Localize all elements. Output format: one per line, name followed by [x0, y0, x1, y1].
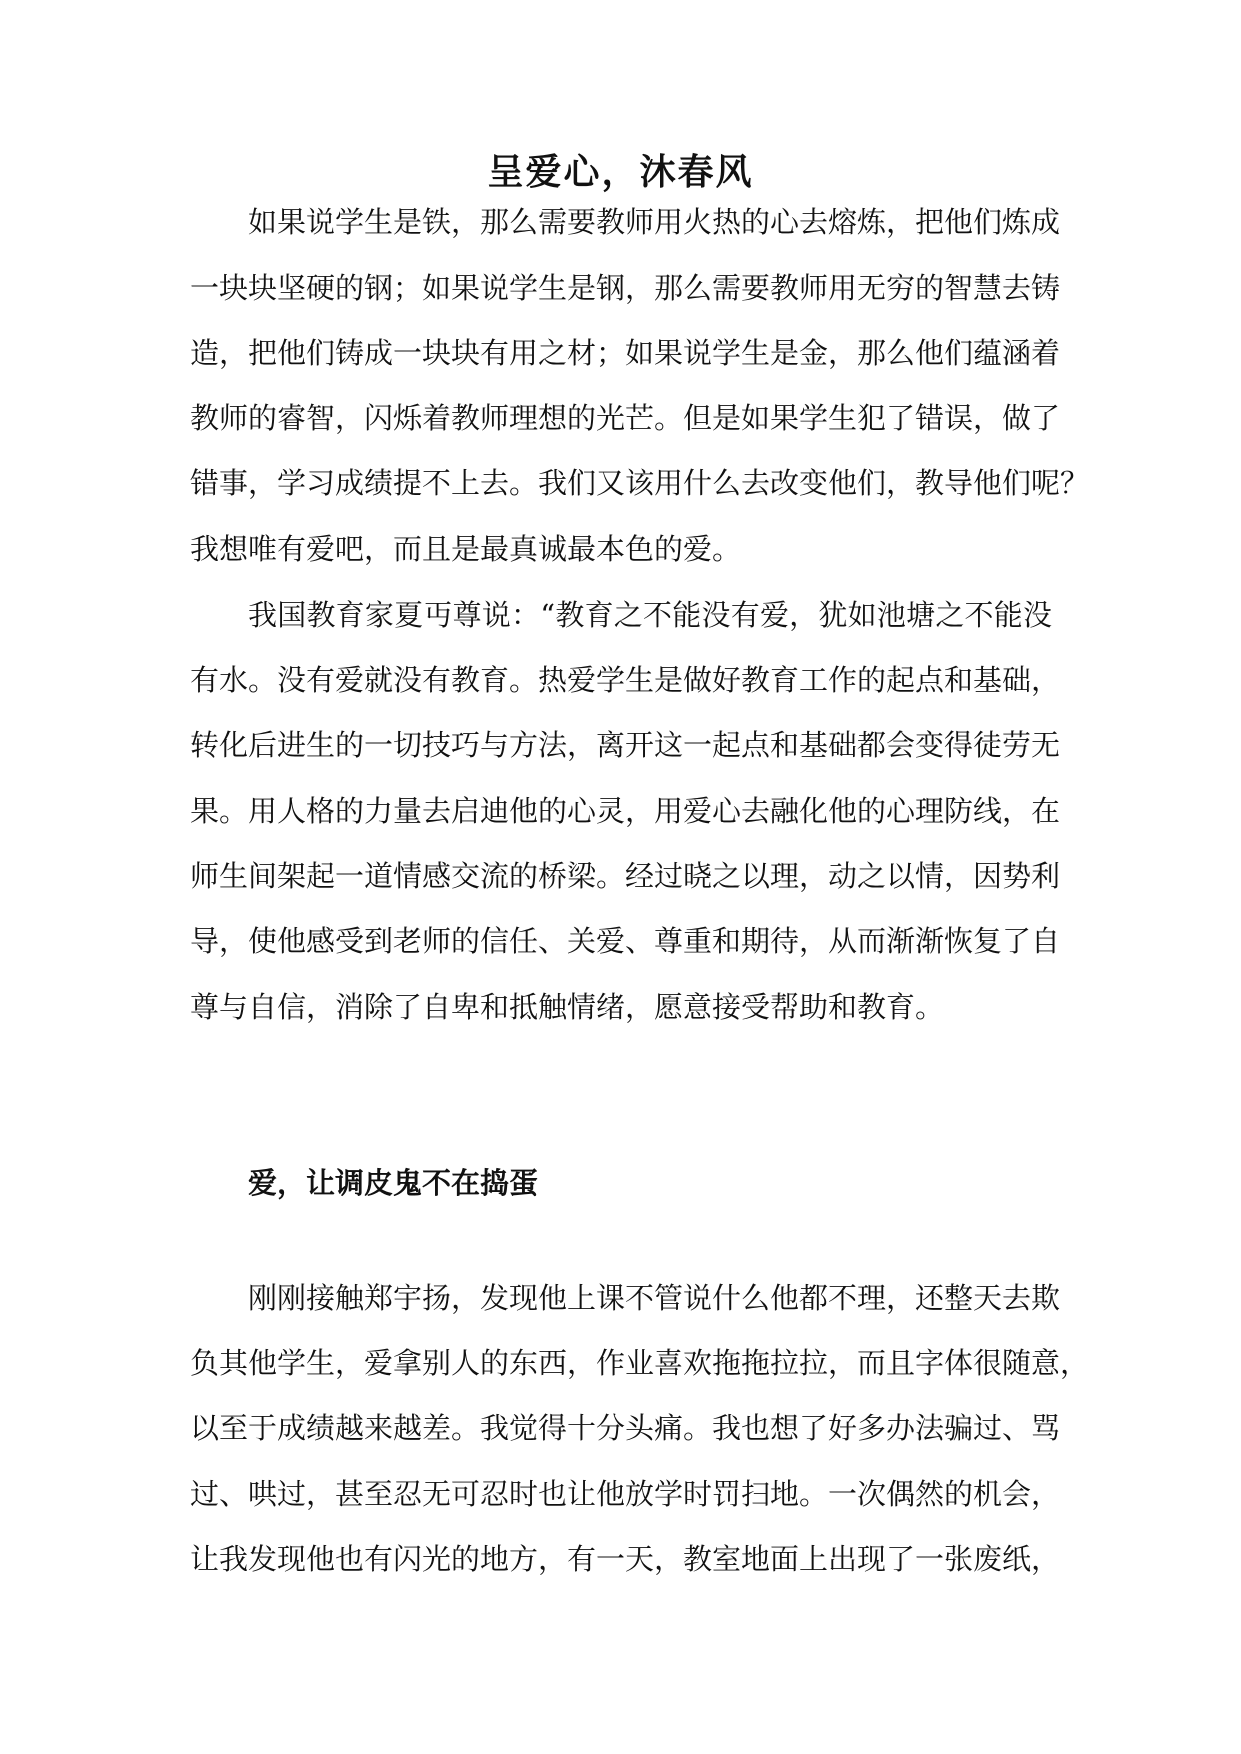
paragraph-3-line: 负其他学生，爱拿别人的东西，作业喜欢拖拖拉拉，而且字体很随意，: [190, 1346, 1090, 1380]
paragraph-2-line: 师生间架起一道情感交流的桥梁。经过晓之以理，动之以情，因势利: [190, 859, 1061, 893]
paragraph-1-line: 我想唯有爱吧，而且是最真诚最本色的爱。: [190, 532, 742, 566]
paragraph-1-line: 造，把他们铸成一块块有用之材；如果说学生是金，那么他们蕴涵着: [190, 336, 1061, 370]
paragraph-2-line: 转化后进生的一切技巧与方法，离开这一起点和基础都会变得徒劳无: [190, 728, 1061, 762]
section-subheading: 爱，让调皮鬼不在捣蛋: [248, 1166, 539, 1200]
paragraph-3-line: 刚刚接触郑宇扬，发现他上课不管说什么他都不理，还整天去欺: [248, 1281, 1061, 1315]
paragraph-2-line: 果。用人格的力量去启迪他的心灵，用爱心去融化他的心理防线，在: [190, 794, 1061, 828]
document-title: 呈爱心，沐春风: [487, 151, 754, 193]
paragraph-2-line: 我国教育家夏丏尊说：“教育之不能没有爱，犹如池塘之不能没: [248, 598, 1052, 632]
paragraph-1-line: 如果说学生是铁，那么需要教师用火热的心去熔炼，把他们炼成: [248, 205, 1061, 239]
paragraph-3-line: 以至于成绩越来越差。我觉得十分头痛。我也想了好多办法骗过、骂: [190, 1411, 1061, 1445]
paragraph-2-line: 有水。没有爱就没有教育。热爱学生是做好教育工作的起点和基础，: [190, 663, 1061, 697]
paragraph-3-line: 过、哄过，甚至忍无可忍时也让他放学时罚扫地。一次偶然的机会，: [190, 1477, 1061, 1511]
paragraph-2-line: 导，使他感受到老师的信任、关爱、尊重和期待，从而渐渐恢复了自: [190, 924, 1061, 958]
paragraph-3-line: 让我发现他也有闪光的地方，有一天，教室地面上出现了一张废纸，: [190, 1542, 1061, 1576]
paragraph-2-line: 尊与自信，消除了自卑和抵触情绪，愿意接受帮助和教育。: [190, 990, 945, 1024]
paragraph-1-line: 错事，学习成绩提不上去。我们又该用什么去改变他们，教导他们呢？: [190, 466, 1090, 500]
paragraph-1-line: 教师的睿智，闪烁着教师理想的光芒。但是如果学生犯了错误，做了: [190, 401, 1061, 435]
paragraph-1-line: 一块块坚硬的钢；如果说学生是钢，那么需要教师用无穷的智慧去铸: [190, 271, 1061, 305]
